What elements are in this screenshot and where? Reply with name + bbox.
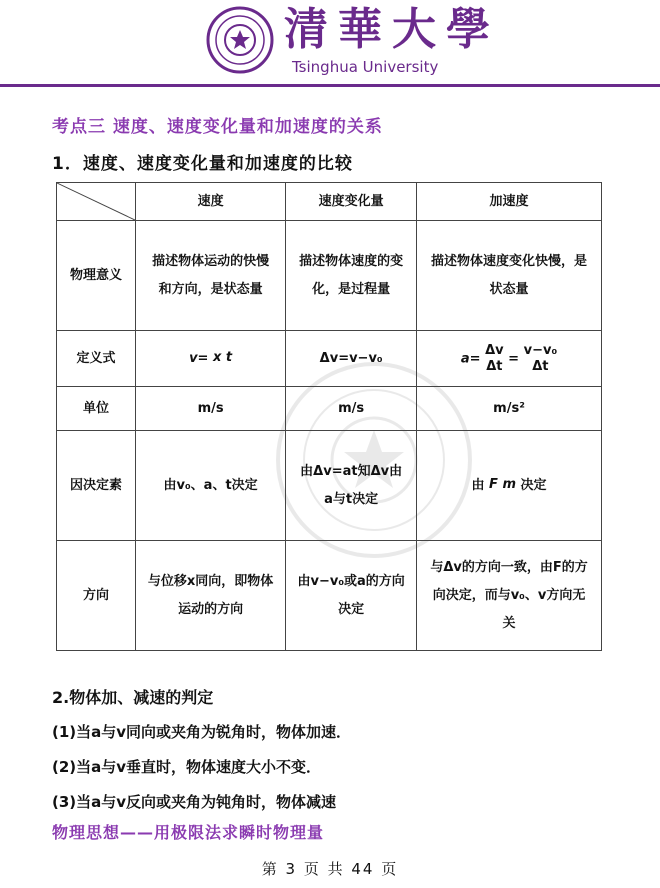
- accel-equals: =: [508, 351, 520, 366]
- brand-chinese: 清華大學: [284, 4, 500, 55]
- row-label-definition: 定义式: [57, 331, 136, 387]
- list-item: (3)当a与v反向或夹角为钝角时，物体减速: [52, 793, 337, 811]
- cell-accel-factor: [417, 431, 602, 541]
- accel-fraction-1: [485, 343, 504, 375]
- accel-factor-pre: 由: [471, 477, 485, 493]
- diagonal-corner-cell: [57, 183, 136, 221]
- page-number: 第 3 页 共 44 页: [261, 860, 399, 878]
- header-divider: [0, 84, 660, 87]
- accel-factor-fraction: [489, 477, 516, 493]
- table-row: [57, 541, 602, 651]
- col-header-velocity: 速度: [135, 183, 285, 221]
- table-row: [57, 387, 602, 431]
- velocity-numerator: x: [212, 350, 222, 365]
- judgement-points: [52, 680, 351, 820]
- accel-denominator-2: Δt: [532, 358, 549, 374]
- cell-delta-unit: m/s: [286, 387, 417, 431]
- table-header-row: [57, 183, 602, 221]
- table-row: [57, 331, 602, 387]
- cell-delta-definition: Δv=v−v₀: [286, 331, 417, 387]
- cell-velocity-definition: [135, 331, 285, 387]
- col-header-accel: 加速度: [417, 183, 602, 221]
- accel-factor-denominator: m: [502, 477, 517, 492]
- cell-delta-factor: 由Δv=at知Δv由a与t决定: [286, 431, 417, 541]
- sub-title: 1．速度、速度变化量和加速度的比较: [52, 154, 353, 174]
- cell-velocity-direction: 与位移x同向，即物体运动的方向: [135, 541, 285, 651]
- velocity-denominator: t: [225, 350, 233, 365]
- accel-factor-post: 决定: [520, 477, 547, 493]
- cell-velocity-unit: m/s: [135, 387, 285, 431]
- list-item: (2)当a与v垂直时，物体速度大小不变．: [52, 758, 322, 776]
- accel-numerator-2: v−v₀: [523, 342, 558, 358]
- cell-accel-meaning: 描述物体速度变化快慢，是状态量: [417, 221, 602, 331]
- cell-accel-definition: [417, 331, 602, 387]
- comparison-table: [56, 182, 602, 651]
- row-label-direction: 方向: [57, 541, 136, 651]
- accel-lhs: a=: [460, 351, 481, 366]
- cell-delta-direction: 由v−v₀或a的方向决定: [286, 541, 417, 651]
- tsinghua-seal-icon: [206, 6, 274, 74]
- accel-factor-numerator: F: [489, 477, 498, 492]
- cell-accel-unit: m/s²: [417, 387, 602, 431]
- accel-denominator-1: Δt: [486, 358, 503, 374]
- accel-numerator-1: Δv: [485, 342, 504, 358]
- cell-delta-meaning: 描述物体速度的变化，是过程量: [286, 221, 417, 331]
- velocity-fraction: [213, 350, 232, 366]
- points-heading: 2.物体加、减速的判定: [52, 688, 214, 707]
- cell-accel-direction: 与Δv的方向一致，由F的方向决定，而与v₀、v方向无关: [417, 541, 602, 651]
- section-title: 考点三 速度、速度变化量和加速度的关系: [52, 117, 383, 137]
- velocity-lhs: v=: [189, 350, 209, 366]
- list-item: (1)当a与v同向或夹角为锐角时，物体加速．: [52, 723, 352, 741]
- brand-english: Tsinghua University: [292, 58, 439, 76]
- cell-velocity-factor: 由v₀、a、t决定: [135, 431, 285, 541]
- row-label-factor: 因决定素: [57, 431, 136, 541]
- thought-title: 物理思想——用极限法求瞬时物理量: [52, 823, 325, 842]
- accel-fraction-2: [524, 343, 558, 375]
- page-header: [0, 0, 660, 88]
- col-header-delta: 速度变化量: [286, 183, 417, 221]
- cell-velocity-meaning: 描述物体运动的快慢和方向，是状态量: [135, 221, 285, 331]
- table-row: [57, 221, 602, 331]
- row-label-meaning: 物理意义: [57, 221, 136, 331]
- row-label-unit: 单位: [57, 387, 136, 431]
- table-row: [57, 431, 602, 541]
